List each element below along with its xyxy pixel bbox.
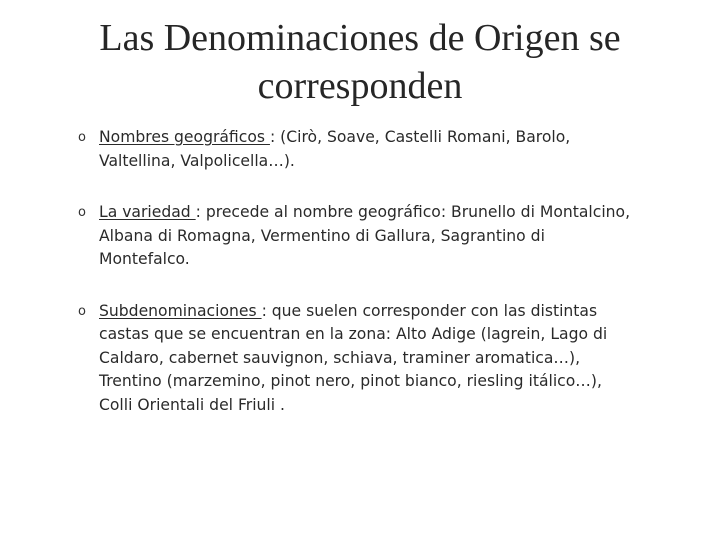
bullet-item-la-variedad xyxy=(78,201,638,272)
bullet-term: Nombres geográficos xyxy=(99,128,270,146)
bullet-marker: o xyxy=(78,130,86,145)
bullet-item-nombres-geograficos xyxy=(78,126,638,173)
bullet-term: Subdenominaciones xyxy=(99,301,262,320)
bullet-text: : precede al nombre geográfico: Brunello di Montalcino, Albana di Romagna, Vermentino di Gallura, Sagrantino di Montefalco. xyxy=(99,203,631,268)
bullet-item-subdenominaciones xyxy=(78,300,638,418)
bullet-list xyxy=(78,126,638,417)
bullet-marker: o xyxy=(78,303,86,319)
bullet-marker: o xyxy=(78,205,86,220)
bullet-term: La variedad xyxy=(99,203,196,221)
bullet-text: : que suelen corresponder con las distintas castas que se encuentran en la zona: Alto Adige (lagrein, Lago di Caldaro, cabernet sauvignon, schiava, traminer aromatica…), Trentino (marzemino, pinot nero, pinot bianco, riesling itálico…), Colli Orientali del Friuli . xyxy=(99,301,608,414)
bullet-text: : (Cirò, Soave, Castelli Romani, Barolo, Valtellina, Valpolicella…). xyxy=(99,128,571,170)
slide-title: Las Denominaciones de Origen se corresponden xyxy=(99,17,621,107)
